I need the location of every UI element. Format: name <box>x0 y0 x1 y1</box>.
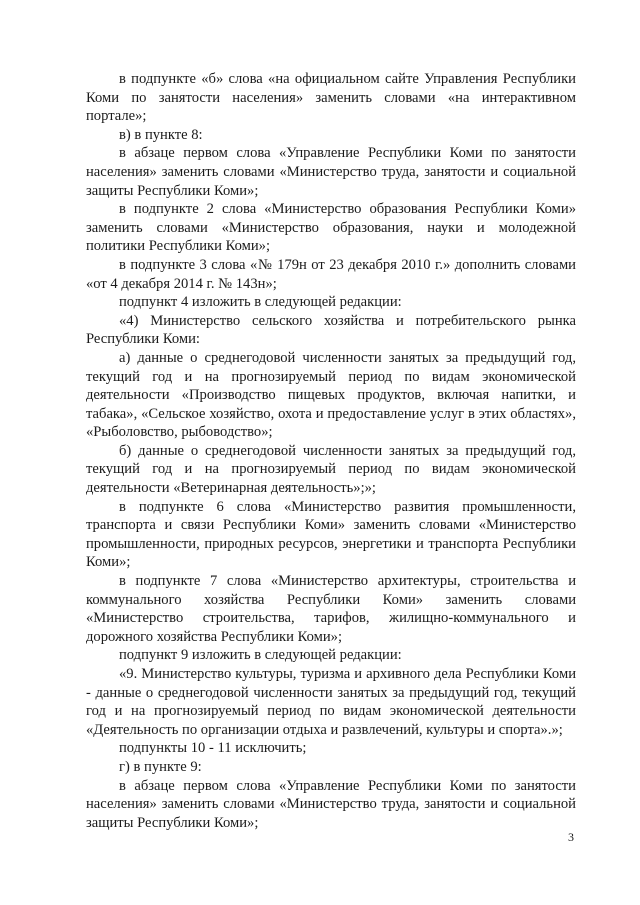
paragraph: «4) Министерство сельского хозяйства и потребительского рынка Республики Коми: <box>86 312 576 348</box>
paragraph: г) в пункте 9: <box>119 758 202 775</box>
document-body <box>86 70 576 832</box>
paragraph: в) в пункте 8: <box>119 126 203 143</box>
paragraph: «9. Министерство культуры, туризма и архивного дела Республики Коми - данные о среднегодовой численности занятых за предыдущий год, текущий год и на прогнозируемый период по видам экономической деятельности «Деятельность по организации отдыха и развлечений, культуры и спорта».»; <box>86 666 576 738</box>
paragraph: а) данные о среднегодовой численности занятых за предыдущий год, текущий год и на прогнозируемый период по видам экономической деятельности «Производство пищевых продуктов, включая напитки, и табака», «Сельское хозяйство, охота и предоставление услуг в этих областях», «Рыболовство, рыбоводство»; <box>86 349 576 441</box>
paragraph: в подпункте 2 слова «Министерство образования Республики Коми» заменить словами «Министерство образования, науки и молодежной политики Республики Коми»; <box>86 201 576 255</box>
paragraph: в абзаце первом слова «Управление Республики Коми по занятости населения» заменить словами «Министерство труда, занятости и социальной защиты Республики Коми»; <box>86 145 576 199</box>
paragraph: б) данные о среднегодовой численности занятых за предыдущий год, текущий год и на прогнозируемый период по видам экономической деятельности «Ветеринарная деятельность»;»; <box>86 442 576 497</box>
paragraph: в абзаце первом слова «Управление Республики Коми по занятости населения» заменить словами «Министерство труда, занятости и социальной защиты Республики Коми»; <box>86 777 576 831</box>
paragraph: в подпункте 3 слова «№ 179н от 23 декабря 2010 г.» дополнить словами «от 4 декабря 2014 г. № 143н»; <box>86 256 576 292</box>
paragraph: подпункт 9 изложить в следующей редакции: <box>119 647 402 664</box>
paragraph: в подпункте 6 слова «Министерство развития промышленности, транспорта и связи Республики Коми» заменить словами «Министерство промышленности, природных ресурсов, энергетики и транспорта Республики Коми»; <box>86 498 576 571</box>
page-number: 3 <box>568 830 574 844</box>
paragraph: подпункт 4 изложить в следующей редакции: <box>119 294 402 311</box>
paragraph: подпункты 10 - 11 исключить; <box>119 740 307 757</box>
paragraph: в подпункте 7 слова «Министерство архитектуры, строительства и коммунального хозяйства Республики Коми» заменить словами «Министерство строительства, тарифов, жилищно-коммунального и дорожного хозяйства Республики Коми»; <box>86 573 576 645</box>
paragraph: в подпункте «б» слова «на официальном сайте Управления Республики Коми по занятости населения» заменить словами «на интерактивном портале»; <box>86 71 576 125</box>
